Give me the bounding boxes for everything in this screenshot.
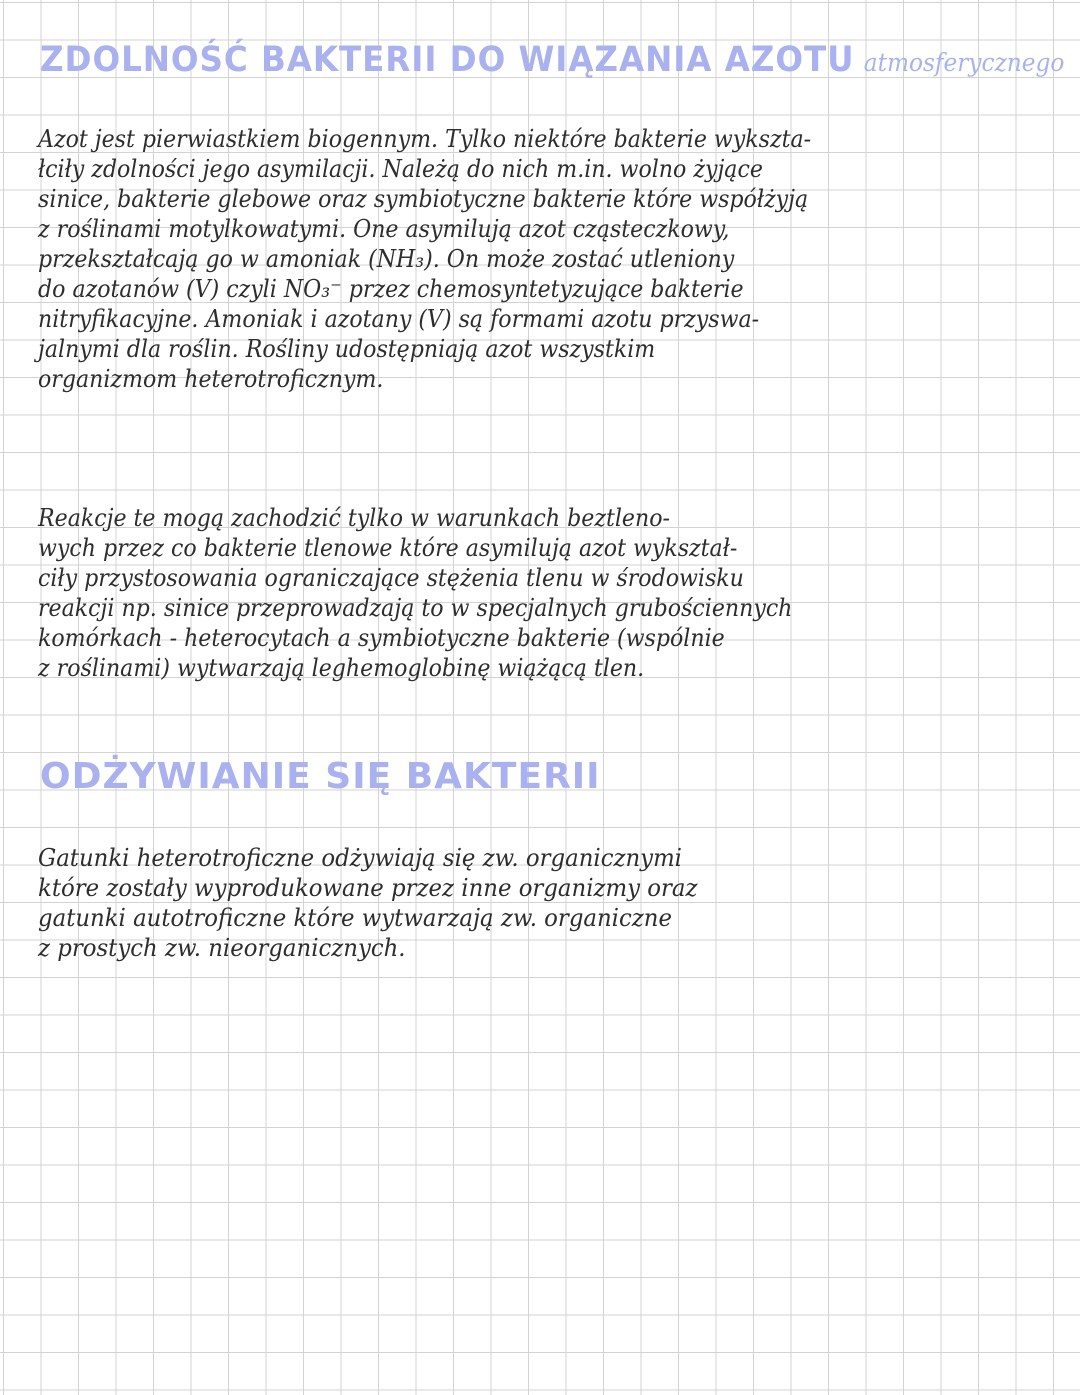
text-line: ciły przystosowania ograniczające stężenia tlenu w środowisku <box>38 564 744 592</box>
section-heading-bacteria-nutrition: ODŻYWIANIE SIĘ BAKTERII <box>40 756 601 797</box>
paragraph-bacteria-nutrition <box>38 843 1048 963</box>
text-line: Azot jest pierwiastkiem biogennym. Tylko niektóre bakterie wykszta- <box>38 125 812 153</box>
text-line: Reakcje te mogą zachodzić tylko w warunkach beztleno- <box>38 504 670 532</box>
text-line: komórkach - heterocytach a symbiotyczne bakterie (wspólnie <box>38 624 725 652</box>
text-line: do azotanów (V) czyli NO₃⁻ przez chemosyntetyzujące bakterie <box>38 275 744 303</box>
text-line: Gatunki heterotroficzne odżywiają się zw. organicznymi <box>38 844 682 872</box>
text-line: gatunki autotroficzne które wytwarzają zw. organiczne <box>38 904 672 932</box>
heading-title: ZDOLNOŚĆ BAKTERII DO WIĄZANIA AZOTU <box>40 40 855 80</box>
paragraph-anaerobic-conditions <box>38 503 1048 683</box>
text-line: organizmom heterotroficznym. <box>38 365 384 393</box>
text-line: jalnymi dla roślin. Rośliny udostępniają azot wszystkim <box>38 335 656 363</box>
text-line: reakcji np. sinice przeprowadzają to w specjalnych grubościennych <box>38 594 793 622</box>
text-line: z roślinami) wytwarzają leghemoglobinę wiążącą tlen. <box>38 654 645 682</box>
text-line: które zostały wyprodukowane przez inne organizmy oraz <box>38 874 698 902</box>
text-line: przekształcają go w amoniak (NH₃). On może zostać utleniony <box>38 245 735 273</box>
section-heading-nitrogen-fixation <box>40 40 1064 80</box>
text-line: z roślinami motylkowatymi. One asymilują azot cząsteczkowy, <box>38 215 730 243</box>
heading-suffix: atmosferycznego <box>863 48 1065 77</box>
text-line: łciły zdolności jego asymilacji. Należą do nich m.in. wolno żyjące <box>38 155 763 183</box>
paragraph-nitrogen-assimilation <box>38 124 1048 394</box>
text-line: sinice, bakterie glebowe oraz symbiotyczne bakterie które współżyją <box>38 185 809 213</box>
text-line: wych przez co bakterie tlenowe które asymilują azot wykształ- <box>38 534 738 562</box>
text-line: nitryfikacyjne. Amoniak i azotany (V) są formami azotu przyswa- <box>38 305 760 333</box>
text-line: z prostych zw. nieorganicznych. <box>38 934 406 962</box>
